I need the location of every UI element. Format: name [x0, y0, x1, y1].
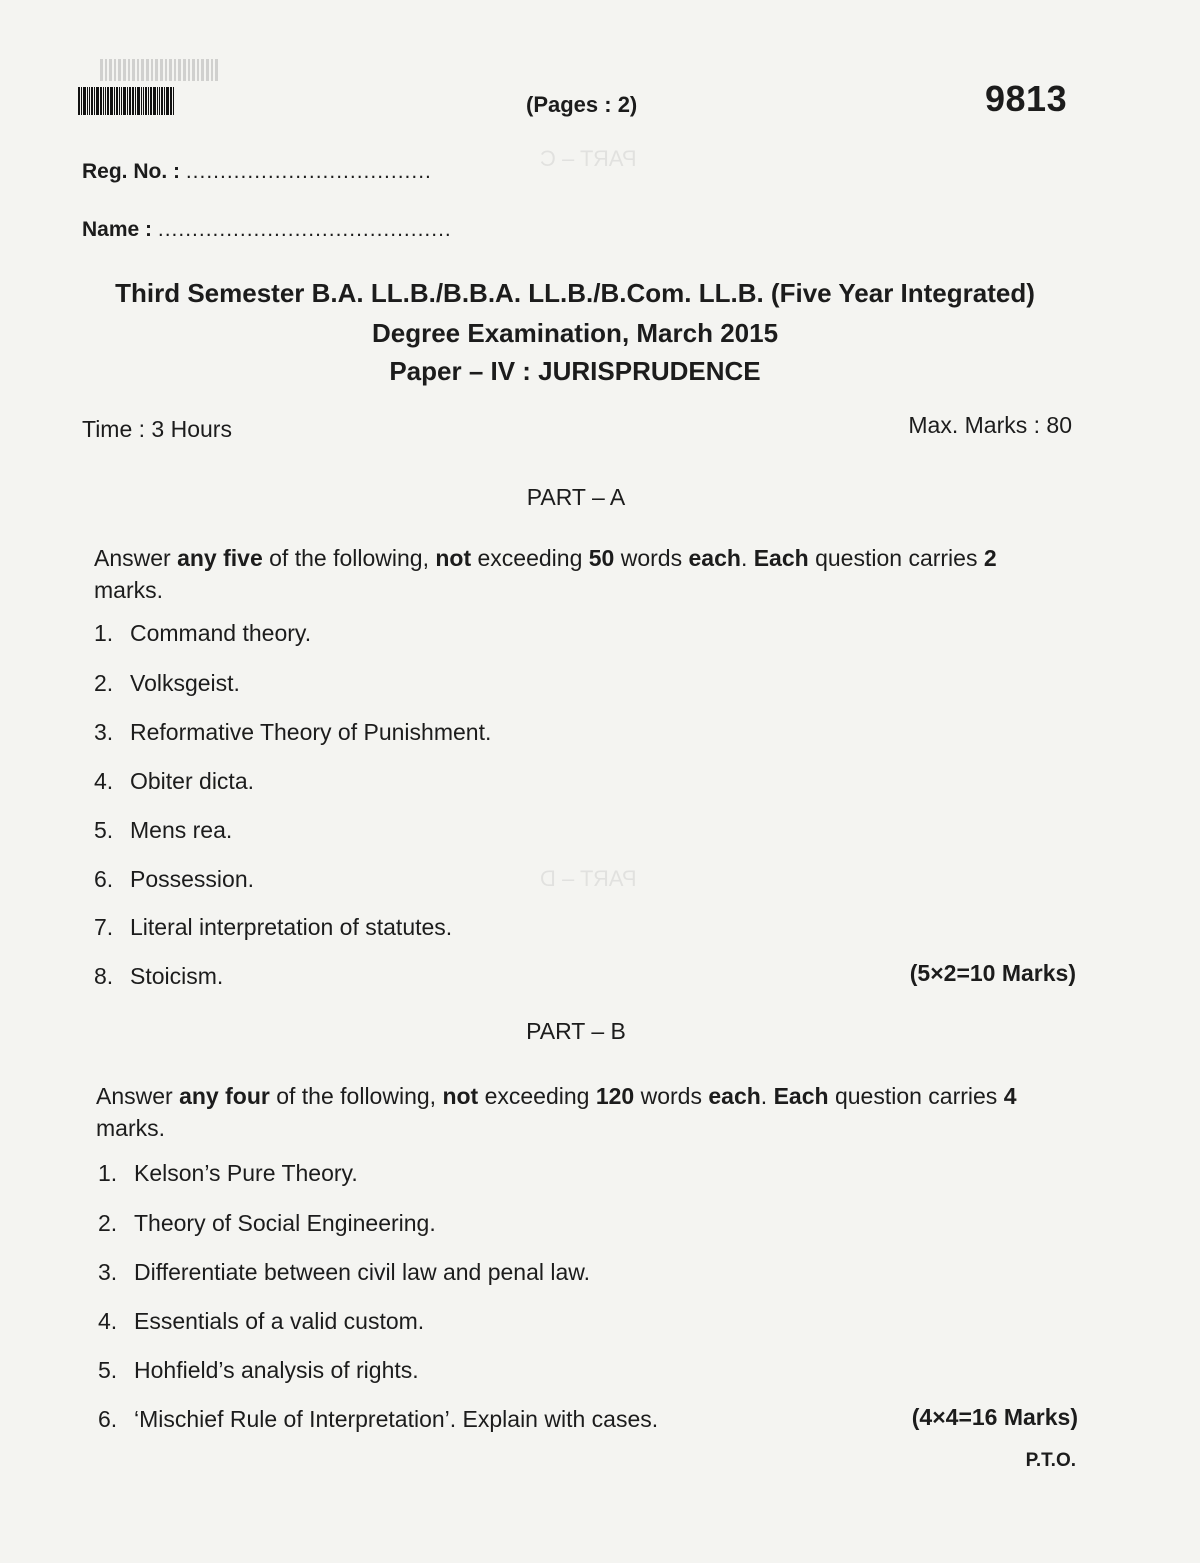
instr-bold: each — [708, 1083, 761, 1109]
instr-bold: 120 — [595, 1083, 635, 1109]
barcode-bar — [78, 87, 80, 115]
question-number: 3. — [94, 719, 114, 745]
barcode-bar — [150, 87, 152, 115]
barcode — [78, 55, 218, 115]
barcode-bar — [141, 87, 142, 115]
question-text: Reformative Theory of Punishment. — [130, 719, 492, 745]
instr-bold: 2 — [983, 545, 997, 571]
question-item — [94, 914, 452, 941]
part-a-instruction — [94, 542, 1034, 606]
instr-bold: 4 — [1003, 1083, 1017, 1109]
barcode-bars — [78, 87, 218, 115]
barcode-bar — [129, 87, 131, 115]
instr-bold: any five — [177, 545, 263, 571]
barcode-bar — [116, 87, 118, 115]
question-number: 1. — [94, 620, 114, 646]
question-text: Mens rea. — [130, 817, 233, 843]
barcode-bar — [153, 87, 156, 115]
question-item — [98, 1210, 436, 1237]
instr-text: words — [614, 545, 689, 571]
question-number: 7. — [94, 914, 114, 940]
barcode-bar — [121, 87, 122, 115]
pto-note: P.T.O. — [1025, 1450, 1076, 1471]
instr-bold: Each — [773, 1083, 829, 1109]
question-text: Theory of Social Engineering. — [134, 1210, 436, 1236]
barcode-bar — [143, 87, 144, 115]
question-number: 2. — [94, 670, 114, 696]
barcode-bar — [100, 87, 102, 115]
barcode-bar — [148, 87, 149, 115]
barcode-bar — [170, 87, 172, 115]
question-item — [94, 620, 311, 647]
question-item — [98, 1357, 419, 1384]
barcode-bar — [91, 87, 93, 115]
question-text: Possession. — [130, 866, 255, 892]
question-number: 8. — [94, 963, 114, 989]
instr-text: exceeding — [478, 1083, 596, 1109]
instr-text: Answer — [94, 545, 178, 571]
instr-text: of the following, — [262, 545, 436, 571]
question-item — [98, 1259, 590, 1286]
barcode-bar — [119, 87, 120, 115]
paper-code: 9813 — [985, 78, 1068, 119]
question-item — [94, 719, 491, 746]
instr-text: marks. — [94, 577, 163, 603]
question-text: Command theory. — [130, 620, 312, 646]
instr-bold: Each — [753, 545, 809, 571]
reg-no-dots: .................................... — [185, 160, 432, 183]
barcode-bar — [81, 87, 82, 115]
question-item — [94, 768, 254, 795]
question-item — [98, 1160, 358, 1187]
barcode-bar — [87, 87, 88, 115]
question-number: 3. — [98, 1259, 118, 1285]
question-number: 6. — [94, 866, 114, 892]
barcode-bar — [103, 87, 104, 115]
barcode-bar — [107, 87, 109, 115]
barcode-bar — [164, 87, 165, 115]
question-text: Stoicism. — [130, 963, 224, 989]
part-a-marks: (5×2=10 Marks) — [909, 960, 1076, 986]
instr-text: Answer — [96, 1083, 180, 1109]
show-through-text: PART – C — [540, 146, 637, 171]
reg-no-label: Reg. No. : — [82, 160, 180, 183]
instr-text: exceeding — [471, 545, 589, 571]
name-dots: ........................................... — [157, 218, 452, 241]
question-item — [94, 670, 240, 697]
instr-text: question carries — [808, 545, 984, 571]
barcode-bar — [105, 87, 106, 115]
name-field — [82, 218, 452, 242]
question-text: Hohfield’s analysis of rights. — [134, 1357, 419, 1383]
name-label: Name : — [82, 218, 153, 241]
instr-text: words — [634, 1083, 709, 1109]
instr-bold: not — [442, 1083, 479, 1109]
question-text: Obiter dicta. — [130, 768, 254, 794]
question-number: 6. — [98, 1406, 118, 1432]
question-number: 4. — [98, 1308, 118, 1334]
part-b-marks: (4×4=16 Marks) — [911, 1404, 1078, 1430]
exam-title-line2: Degree Examination, March 2015 — [371, 318, 779, 348]
instr-bold: any four — [179, 1083, 270, 1109]
question-number: 5. — [94, 817, 114, 843]
instr-bold: not — [435, 545, 472, 571]
instr-bold: each — [688, 545, 741, 571]
question-number: 4. — [94, 768, 114, 794]
question-text: Kelson’s Pure Theory. — [134, 1160, 358, 1186]
barcode-bar — [166, 87, 169, 115]
instr-text: marks. — [96, 1115, 165, 1141]
exam-title-line3: Paper – IV : JURISPRUDENCE — [389, 356, 761, 386]
barcode-bar — [161, 87, 163, 115]
barcode-bar — [83, 87, 86, 115]
instr-bold: 50 — [588, 545, 615, 571]
instr-text: . — [740, 545, 754, 571]
barcode-bar — [159, 87, 160, 115]
question-item — [94, 817, 232, 844]
page-count: (Pages : 2) — [526, 92, 638, 117]
question-item — [98, 1406, 658, 1433]
part-a-heading: PART – A — [526, 484, 626, 510]
barcode-bar — [96, 87, 99, 115]
barcode-bar — [123, 87, 126, 115]
question-text: Literal interpretation of statutes. — [130, 914, 453, 940]
barcode-bar — [145, 87, 147, 115]
question-number: 2. — [98, 1210, 118, 1236]
barcode-bar — [114, 87, 115, 115]
instr-text: . — [760, 1083, 774, 1109]
question-number: 5. — [98, 1357, 118, 1383]
barcode-bar — [89, 87, 90, 115]
part-b-heading: PART – B — [526, 1018, 626, 1044]
barcode-bar — [132, 87, 134, 115]
question-text: Volksgeist. — [130, 670, 240, 696]
question-text: Differentiate between civil law and penal law. — [134, 1259, 591, 1285]
instr-text: of the following, — [269, 1083, 443, 1109]
question-item — [94, 963, 223, 990]
barcode-bar — [110, 87, 113, 115]
barcode-bar — [127, 87, 128, 115]
barcode-faded-marks — [100, 55, 218, 81]
question-item — [94, 866, 254, 893]
time-allowed: Time : 3 Hours — [82, 416, 232, 442]
question-text: ‘Mischief Rule of Interpretation’. Explain with cases. — [134, 1406, 659, 1432]
barcode-bar — [135, 87, 136, 115]
question-number: 1. — [98, 1160, 118, 1186]
part-b-instruction — [96, 1080, 1036, 1144]
question-text: Essentials of a valid custom. — [134, 1308, 425, 1334]
barcode-bar — [94, 87, 95, 115]
instr-text: question carries — [828, 1083, 1004, 1109]
barcode-bar — [173, 87, 174, 115]
reg-no-field — [82, 160, 432, 184]
show-through-text: PART – D — [540, 866, 637, 891]
barcode-bar — [157, 87, 158, 115]
exam-title-line1: Third Semester B.A. LL.B./B.B.A. LL.B./B.Com. LL.B. (Five Year Integrated) — [115, 278, 1035, 308]
max-marks: Max. Marks : 80 — [908, 412, 1072, 438]
question-item — [98, 1308, 424, 1335]
barcode-bar — [137, 87, 140, 115]
